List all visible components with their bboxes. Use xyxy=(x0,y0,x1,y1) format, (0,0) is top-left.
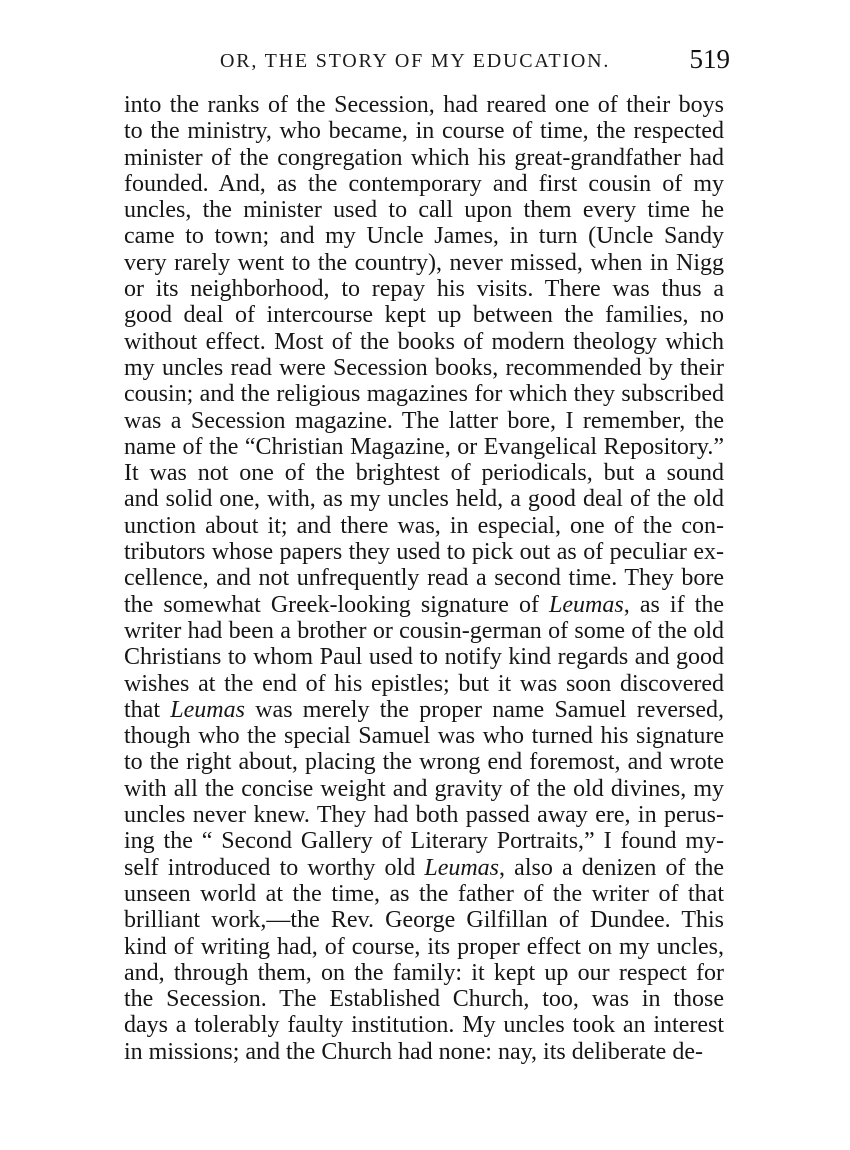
text-line: and, through them, on the family: it kept up our respect for xyxy=(124,959,724,986)
text-line: brilliant work,—the Rev. George Gilfillan of Dundee. This xyxy=(124,907,724,934)
italic-word: Leumas xyxy=(424,854,500,881)
text-line: Christians to whom Paul used to notify kind regards and good xyxy=(124,644,724,671)
italic-word: Leumas xyxy=(549,591,624,618)
text-line: cellence, and not unfrequently read a second time. They bore xyxy=(124,565,724,592)
text-line: in missions; and the Church had none: nay, its deliberate de- xyxy=(124,1038,703,1065)
text-line: good deal of intercourse kept up between the families, no xyxy=(124,302,724,329)
text-line: to the right about, placing the wrong end foremost, and wrote xyxy=(124,749,724,776)
text-line: came to town; and my Uncle James, in turn (Uncle Sandy xyxy=(124,223,724,250)
running-head: OR, THE STORY OF MY EDUCATION. xyxy=(220,50,611,72)
text-line: writer had been a brother or cousin-german of some of the old xyxy=(124,617,724,644)
page-number: 519 xyxy=(689,44,730,74)
text-line: cousin; and the religious magazines for which they subscribed xyxy=(124,381,724,408)
text-line: to the ministry, who became, in course of time, the respected xyxy=(124,118,724,145)
text-line: unction about it; and there was, in especial, one of the con- xyxy=(124,512,724,539)
text-line: ing the “ Second Gallery of Literary Portraits,” I found my- xyxy=(124,828,724,855)
text-line: days a tolerably faulty institution. My uncles took an interest xyxy=(124,1012,724,1039)
text-line: founded. And, as the contemporary and first cousin of my xyxy=(124,170,724,197)
text-line: without effect. Most of the books of modern theology which xyxy=(124,328,724,355)
text-line: kind of writing had, of course, its proper effect on my uncles, xyxy=(124,933,724,960)
text-line: very rarely went to the country), never missed, when in Nigg xyxy=(124,249,724,276)
text-line: with all the concise weight and gravity of the old divines, my xyxy=(124,775,724,802)
text-line: the Secession. The Established Church, too, was in those xyxy=(124,986,724,1013)
italic-word: Leumas xyxy=(170,696,245,723)
text-line: was a Secession magazine. The latter bore, I remember, the xyxy=(124,407,724,434)
text-line: into the ranks of the Secession, had reared one of their boys xyxy=(124,92,724,118)
text-line: though who the special Samuel was who turned his signature xyxy=(124,723,724,750)
text-line: unseen world at the time, as the father of the writer of that xyxy=(124,880,724,907)
text-line: uncles never knew. They had both passed away ere, in perus- xyxy=(124,802,724,829)
text-line: It was not one of the brightest of periodicals, but a sound xyxy=(124,460,724,487)
text-line: uncles, the minister used to call upon them every time he xyxy=(124,197,724,224)
text-line: tributors whose papers they used to pick out as of peculiar ex- xyxy=(124,539,724,566)
text-line: that Leumas was merely the proper name Samuel reversed, xyxy=(124,696,724,723)
text-line: my uncles read were Secession books, recommended by their xyxy=(124,354,724,381)
text-line: and solid one, with, as my uncles held, a good deal of the old xyxy=(124,486,724,513)
page-header xyxy=(200,44,730,80)
text-line: wishes at the end of his epistles; but it was soon discovered xyxy=(124,670,724,697)
text-line: or its neighborhood, to repay his visits. There was thus a xyxy=(124,276,724,303)
text-line: the somewhat Greek-looking signature of Leumas, as if the xyxy=(124,591,724,618)
body-text xyxy=(124,92,724,1065)
text-line: self introduced to worthy old Leumas, also a denizen of the xyxy=(124,854,724,881)
text-line: name of the “Christian Magazine, or Evangelical Repository.” xyxy=(124,433,724,460)
text-line: minister of the congregation which his great-grandfather had xyxy=(124,144,724,171)
